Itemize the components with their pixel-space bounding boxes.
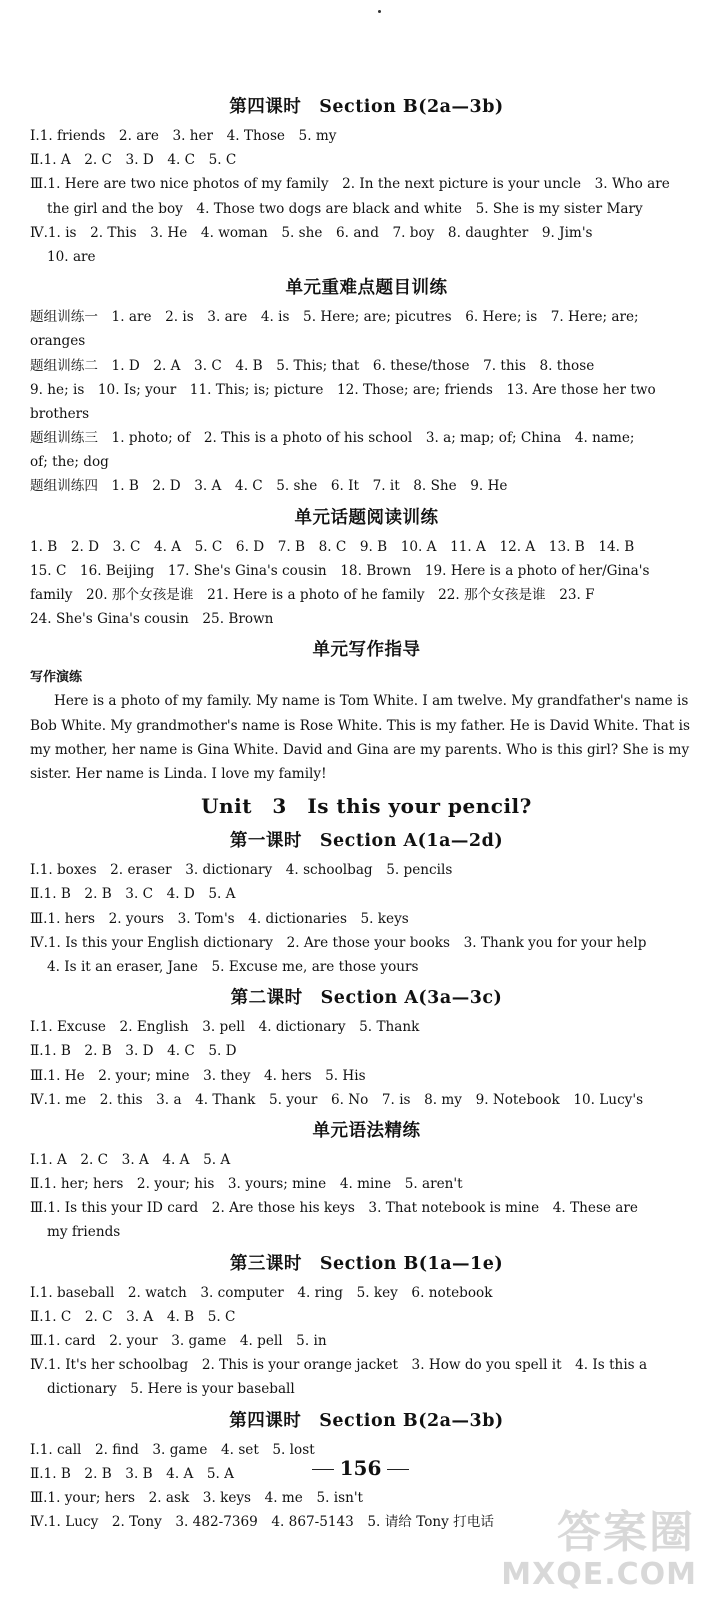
answer-line: Ⅲ.1. Is this your ID card 2. Are those his keys 3. That notebook is mine 4. These are: [30, 1200, 638, 1217]
answer-line: Ⅳ.1. Is this your English dictionary 2. Are those your books 3. Thank you for your help: [30, 934, 647, 951]
section-title: 单元话题阅读训练: [294, 507, 439, 528]
answer-line: Ⅳ.1. me 2. this 3. a 4. Thank 5. your 6. No 7. is 8. my 9. Notebook 10. Lucy's: [30, 1091, 644, 1108]
answer-line: Ⅰ.1. call 2. find 3. game 4. set 5. lost: [30, 1441, 315, 1458]
answer-line: dictionary 5. Here is your baseball: [47, 1381, 295, 1398]
answer-line: the girl and the boy 4. Those two dogs are black and white 5. She is my sister Mary: [47, 200, 643, 217]
answer-line: Ⅰ.1. boxes 2. eraser 3. dictionary 4. schoolbag 5. pencils: [30, 862, 453, 879]
answer-line: family 20. 那个女孩是谁 21. Here is a photo of he family 22. 那个女孩是谁 23. F: [30, 587, 595, 603]
section-title: 第二课时 Section A(3a—3c): [230, 988, 503, 1009]
section-title: 单元写作指导: [312, 640, 421, 661]
answer-line: Ⅱ.1. her; hers 2. your; his 3. yours; mine 4. mine 5. aren't: [30, 1176, 463, 1193]
section-title: 第三课时 Section B(1a—1e): [229, 1253, 504, 1274]
answer-line: Ⅰ.1. friends 2. are 3. her 4. Those 5. my: [30, 128, 337, 144]
section-title: 第一课时 Section A(1a—2d): [229, 831, 504, 852]
answer-line: of; the; dog: [30, 454, 109, 471]
section-title: 第四课时 Section B(2a—3b): [229, 97, 504, 117]
answer-line: 题组训练一 1. are 2. is 3. are 4. is 5. Here; are; picutres 6. Here; is 7. Here; are;: [30, 309, 639, 326]
answer-line: Ⅳ.1. is 2. This 3. He 4. woman 5. she 6. and 7. boy 8. daughter 9. Jim's: [30, 224, 593, 241]
top-dot: [378, 10, 381, 13]
answer-line: Ⅰ.1. baseball 2. watch 3. computer 4. ring 5. key 6. notebook: [30, 1284, 493, 1301]
answer-line: 题组训练三 1. photo; of 2. This is a photo of his school 3. a; map; of; China 4. name;: [30, 430, 635, 447]
answer-line: 15. C 16. Beijing 17. She's Gina's cousin 18. Brown 19. Here is a photo of her/Gina's: [30, 562, 650, 579]
answer-line: Ⅱ.1. B 2. B 3. D 4. C 5. D: [30, 1043, 237, 1060]
page-number-text: 156: [339, 1456, 382, 1480]
answer-line: Ⅲ.1. He 2. your; mine 3. they 4. hers 5. His: [30, 1067, 366, 1084]
answer-line: Ⅱ.1. B 2. B 3. B 4. A 5. A: [30, 1465, 234, 1482]
answer-line: Ⅰ.1. A 2. C 3. A 4. A 5. A: [30, 1151, 231, 1168]
page-number: [0, 1456, 721, 1480]
watermark-logo: [501, 1488, 715, 1598]
answer-line: 10. are: [47, 248, 96, 265]
page-number-dash-right: [387, 1469, 409, 1470]
answer-line: 24. She's Gina's cousin 25. Brown: [30, 611, 274, 628]
answer-line: 9. he; is 10. Is; your 11. This; is; picture 12. Those; are; friends 13. Are those her two: [30, 381, 656, 398]
watermark-text-top: 答案圈: [557, 1507, 695, 1558]
answer-line: Ⅱ.1. A 2. C 3. D 4. C 5. C: [30, 152, 237, 169]
answer-line: Ⅲ.1. your; hers 2. ask 3. keys 4. me 5. isn't: [30, 1489, 364, 1506]
answer-line: 题组训练四 1. B 2. D 3. A 4. C 5. she 6. It 7. it 8. She 9. He: [30, 478, 508, 495]
writing-paragraph: Here is a photo of my family. My name is Tom White. I am twelve. My grandfather's name is Bob White. My grandmother's name is Rose White. This is my father. He is David White. That is my mother, her name is Gina White. David and Gina are my parents. Who is this girl? She is my sister. Her name is Linda. I love my family!: [30, 693, 690, 782]
section-title: 第四课时 Section B(2a—3b): [229, 1410, 504, 1431]
answer-line: Ⅰ.1. Excuse 2. English 3. pell 4. dictionary 5. Thank: [30, 1019, 420, 1036]
answer-line: 题组训练二 1. D 2. A 3. C 4. B 5. This; that 6. these/those 7. this 8. those: [30, 357, 595, 374]
answer-line: 4. Is it an eraser, Jane 5. Excuse me, are those yours: [47, 958, 419, 975]
answer-line: Ⅳ.1. Lucy 2. Tony 3. 482-7369 4. 867-5143 5. 请给 Tony 打电话: [30, 1514, 494, 1531]
writing-subtitle: 写作演练: [30, 670, 83, 686]
watermark-text-bottom: MXQE.COM: [501, 1557, 697, 1592]
section-title: 单元语法精练: [312, 1120, 421, 1141]
answer-line: Ⅲ.1. card 2. your 3. game 4. pell 5. in: [30, 1333, 327, 1349]
answer-line: Ⅱ.1. C 2. C 3. A 4. B 5. C: [30, 1308, 236, 1325]
answer-line: brothers: [30, 405, 90, 422]
answer-line: Ⅲ.1. Here are two nice photos of my family 2. In the next picture is your uncle 3. Who are: [30, 176, 670, 193]
page-number-dash-left: [312, 1469, 334, 1470]
unit-title: Unit 3 Is this your pencil?: [201, 794, 532, 819]
answer-line: Ⅳ.1. It's her schoolbag 2. This is your orange jacket 3. How do you spell it 4. Is this a: [30, 1357, 648, 1374]
answer-line: Ⅱ.1. B 2. B 3. C 4. D 5. A: [30, 886, 236, 903]
answer-line: 1. B 2. D 3. C 4. A 5. C 6. D 7. B 8. C 9. B 10. A 11. A 12. A 13. B 14. B: [30, 538, 635, 555]
answer-line: my friends: [47, 1224, 121, 1241]
answer-line: Ⅲ.1. hers 2. yours 3. Tom's 4. dictionaries 5. keys: [30, 910, 409, 927]
section-title: 单元重难点题目训练: [285, 278, 448, 299]
answer-line: oranges: [30, 333, 86, 350]
